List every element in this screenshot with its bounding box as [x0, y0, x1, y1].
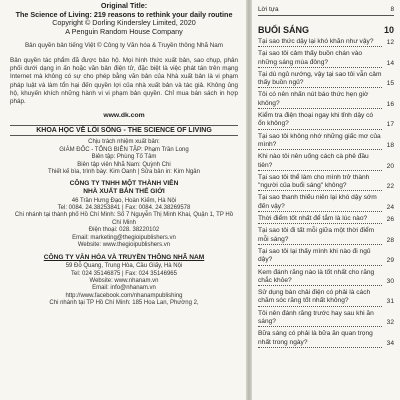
credit-line: Thiết kế bìa, trình bày: Kim Oanh | Sửa bản in: Kim Ngân: [48, 169, 200, 176]
toc-entry-page: 29: [386, 257, 394, 265]
credit-line: Biên tập viên Nhã Nam: Quỳnh Chi: [77, 161, 171, 168]
right-page-toc: [252, 0, 400, 400]
toc-entry: [258, 112, 394, 130]
toc-entry: [258, 133, 394, 151]
toc-entry-page: 22: [386, 183, 394, 191]
toc-section-heading: [258, 25, 394, 35]
rights-text: Bản quyền tác phẩm đã được bảo hộ. Mọi hình thức xuất bản, sao chụp, phân phối dưới dạng in ấn hoặc văn bản điện tử, đặc biệt là việc phát tán trên mạng Internet mà không có sự cho phép bằng văn bản của Nhà xuất bản là vi phạm pháp luật và làm tổn hại đến quyền lợi của nhà xuất bản và tác giả. Không ủng hộ, khuyến khích những hành vi vi phạm bản quyền. Chỉ mua bán sách in hợp pháp.: [10, 56, 238, 106]
company-info-line: Chi nhánh tại TP Hồ Chí Minh: 185 Hoa Lan, Phường 2,: [49, 300, 199, 307]
toc-entry: [258, 215, 394, 224]
toc-entry-title: Bữa sáng có phải là bữa ăn quan trọng nhất trong ngày?: [258, 330, 382, 348]
toc-entry: [258, 50, 394, 68]
original-title: The Science of Living: 219 reasons to rethink your daily routine: [15, 9, 233, 19]
company-info-line: Email: info@nhanam.vn: [92, 285, 156, 292]
toc-entry-page: 16: [386, 100, 394, 108]
toc-entry: [258, 310, 394, 328]
toc-entry-foreword: [258, 6, 394, 16]
toc-entry-page: 32: [386, 319, 394, 327]
company-info-line: Tel: 024 35146875 | Fax: 024 35146965: [71, 270, 177, 277]
original-title-label: Original Title:: [100, 1, 148, 10]
company-name: CÔNG TY VĂN HÓA VÀ TRUYỀN THÔNG NHÃ NAM: [43, 253, 205, 261]
toc-entry-title: Khi nào tôi nên uống cách cà phê đầu tiên?: [258, 153, 382, 171]
toc-entry-page: 28: [386, 236, 394, 244]
credit-line: Chịu trách nhiệm xuất bản:: [88, 139, 160, 146]
publisher-info-line: Website: www.thegioipublishers.vn: [77, 242, 171, 249]
credit-line: GIÁM ĐỐC - TỔNG BIÊN TẬP: Phạm Trần Long: [59, 146, 189, 153]
publisher-name-2: NHÀ XUẤT BẢN THẾ GIỚI: [83, 188, 165, 196]
toc-entry-title: Tại sao tôi đi tất mỗi giữa một thời điểm mỗi sáng?: [258, 227, 382, 245]
toc-entry-page: 8: [390, 6, 394, 13]
toc-entry-page: 18: [386, 141, 394, 149]
company-info-line: http://www.facebook.com/nhanampublishing: [65, 292, 183, 299]
toc-entry: [258, 91, 394, 109]
toc-entry-page: 30: [386, 277, 394, 285]
toc-entry: [258, 38, 394, 47]
credit-line: Biên tập: Phùng Tố Tâm: [91, 154, 157, 161]
company-info: [10, 263, 238, 307]
section-page: 10: [383, 25, 394, 35]
toc-entry: [258, 269, 394, 287]
company-info-line: Website: www.nhanam.vn: [89, 277, 159, 284]
website-dk: www.dk.com: [103, 112, 145, 120]
toc-entry-page: 34: [386, 339, 394, 347]
toc-entry: [258, 153, 394, 171]
toc-entry-page: 12: [386, 39, 394, 46]
toc-entry-title: Thời điểm tốt nhất để tắm là lúc nào?: [258, 215, 382, 224]
publisher-info-line: Email: marketing@thegioipublishers.vn: [72, 234, 176, 241]
toc-entry: [258, 227, 394, 245]
toc-entry: [258, 174, 394, 192]
toc-entry-title: Tại sao thanh thiếu niên lại khó dậy sớm đến vậy?: [258, 194, 382, 212]
publisher-name-1: CÔNG TY TNHH MỘT THÀNH VIÊN: [69, 180, 179, 188]
copyright-line: Copyright © Dorling Kindersley Limited, 2020: [52, 18, 196, 28]
toc-entry: [258, 194, 394, 212]
toc-entry: [258, 289, 394, 307]
publisher-info-line: Tel: 0084. 24.38253841 | Fax: 0084. 24.38269578: [57, 205, 191, 212]
toc-entry-title: Tại sao tôi thể làm cho mình trở thành "người của buổi sáng" không?: [258, 174, 382, 192]
toc-entry: [258, 248, 394, 266]
toc-entry-page: 20: [386, 162, 394, 170]
vn-rights: Bản quyền bản tiếng Việt © Công ty Văn hóa & Truyền thông Nhã Nam: [24, 42, 224, 50]
toc-entry-page: 26: [386, 216, 394, 224]
toc-entry-page: 14: [386, 59, 394, 67]
credits-block: [10, 139, 238, 176]
toc-entry-title: Tại sao tôi cảm thấy buồn chán vào những sáng mùa đông?: [258, 50, 382, 68]
toc-entry: [258, 330, 394, 348]
toc-entry-title: Tôi có nên nhấn nút báo thức hẹn giờ không?: [258, 91, 382, 109]
toc-entry-title: Tại sao tôi không nhớ những giấc mơ của mình?: [258, 133, 382, 151]
toc-entry-title: Kem đánh răng nào là tốt nhất cho răng chắc khỏe?: [258, 269, 382, 287]
publisher-info-line: Điện thoại: 028. 38220102: [88, 227, 160, 234]
publisher-info-line: Chi nhánh tại thành phố Hồ Chí Minh: Số 7 Nguyễn Thị Minh Khai, Quận 1, TP Hồ Chí Minh: [14, 212, 234, 226]
publisher-line: A Penguin Random House Company: [65, 26, 183, 36]
toc-entry-page: 31: [386, 298, 394, 306]
toc-entry-title: Tại sao tôi lại thấy mình khi nào đi ngủ dậy?: [258, 248, 382, 266]
toc-entry: [258, 71, 394, 89]
toc-entry-title: Kiểm tra điện thoại ngay khi tỉnh dậy có ổn không?: [258, 112, 382, 130]
section-title: BUỔI SÁNG: [258, 25, 310, 35]
toc-entry-title: Tại dù ngủ nướng, vậy tại sao tôi vẫn cảm thấy buồn ngủ?: [258, 71, 382, 89]
toc-entry-page: 24: [386, 203, 394, 211]
toc-entry-page: 15: [386, 80, 394, 88]
book-title-band: KHOA HỌC VỀ LỐI SỐNG - THE SCIENCE OF LIVING: [10, 125, 238, 136]
toc-entry-title: Tôi nên đánh răng trước hay sau khi ăn sáng?: [258, 310, 382, 328]
toc-entry-title: Sử dụng bàn chải điện có phải là cách chăm sóc răng tốt nhất không?: [258, 289, 382, 307]
publisher-info: [10, 198, 238, 250]
toc-entry-title: Tại sao thức dậy lại khó khăn như vậy?: [258, 38, 382, 47]
company-info-line: 59 Đỗ Quang, Trung Hòa, Cầu Giấy, Hà Nội: [65, 263, 183, 270]
publisher-info-line: 46 Trần Hưng Đạo, Hoàn Kiếm, Hà Nội: [71, 197, 177, 204]
toc-entry-title: Lời tựa: [258, 6, 279, 13]
toc-entry-page: 17: [386, 121, 394, 129]
toc-list: [258, 38, 394, 348]
